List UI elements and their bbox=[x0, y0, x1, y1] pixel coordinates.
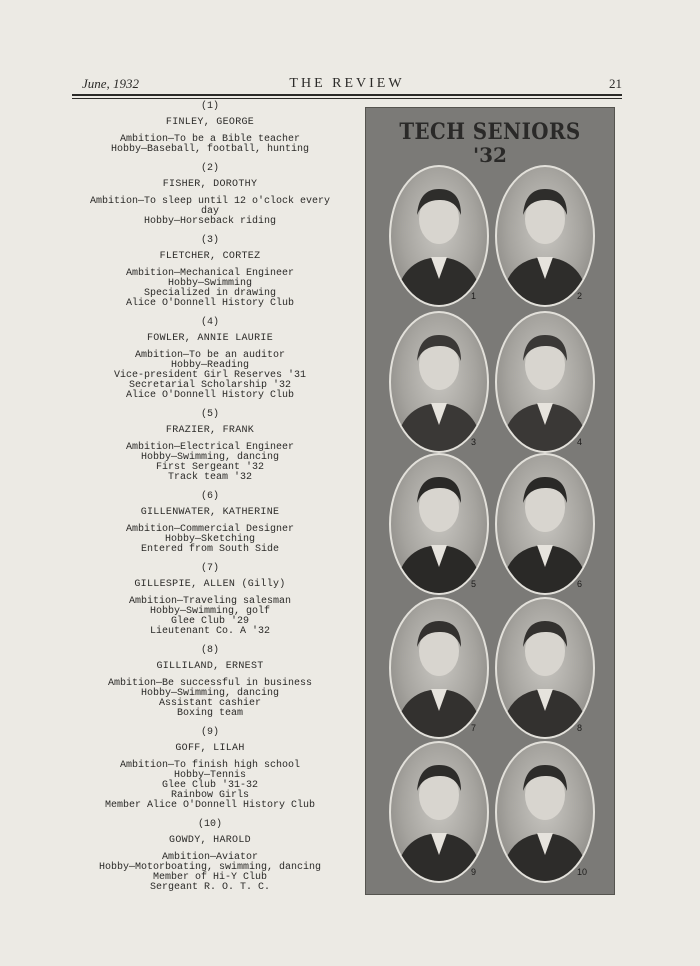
entry-detail-line: Member Alice O'Donnell History Club bbox=[104, 800, 316, 811]
entry-detail-line: Ambition—Traveling salesman bbox=[128, 596, 292, 607]
senior-name: FINLEY, GEORGE bbox=[165, 117, 255, 128]
portrait-number: 3 bbox=[471, 437, 477, 447]
entry-detail-line: Track team '32 bbox=[167, 472, 252, 483]
senior-entries-column bbox=[80, 102, 340, 902]
senior-portrait bbox=[495, 453, 595, 595]
portrait-number: 4 bbox=[577, 437, 583, 447]
portrait-number: 6 bbox=[577, 579, 583, 589]
senior-portrait bbox=[389, 165, 489, 307]
senior-entry bbox=[80, 492, 340, 555]
entry-detail-line: Boxing team bbox=[176, 708, 243, 719]
senior-portrait bbox=[389, 311, 489, 453]
entry-detail-line: Vice-president Girl Reserves '31 bbox=[113, 370, 307, 381]
entry-detail-line: Sergeant R. O. T. C. bbox=[149, 882, 271, 893]
entry-number: (1) bbox=[200, 101, 219, 112]
senior-name: GOFF, LILAH bbox=[175, 743, 245, 754]
entry-detail-line: Ambition—Mechanical Engineer bbox=[125, 268, 295, 279]
portrait-number: 8 bbox=[577, 723, 583, 733]
senior-entry bbox=[80, 318, 340, 401]
entry-detail-line: Entered from South Side bbox=[140, 544, 280, 555]
senior-portrait bbox=[495, 741, 595, 883]
entry-detail-line: Glee Club '31-32 bbox=[161, 780, 258, 791]
entry-detail-line: Hobby—Sketching bbox=[164, 534, 255, 545]
entry-detail-line: Alice O'Donnell History Club bbox=[125, 390, 295, 401]
senior-name: GILLENWATER, KATHERINE bbox=[140, 507, 280, 518]
tech-seniors-photo-panel bbox=[365, 107, 615, 895]
portrait-number: 7 bbox=[471, 723, 477, 733]
entry-number: (8) bbox=[200, 645, 219, 656]
entry-detail-line: Ambition—To sleep until 12 o'clock every day bbox=[89, 196, 331, 217]
panel-title: TECH SENIORS bbox=[399, 119, 581, 145]
entry-detail-line: Hobby—Swimming, dancing bbox=[140, 688, 280, 699]
entry-number: (4) bbox=[200, 317, 219, 328]
senior-portrait bbox=[389, 597, 489, 739]
entry-detail-line: Hobby—Baseball, football, hunting bbox=[110, 144, 310, 155]
senior-name: FLETCHER, CORTEZ bbox=[159, 251, 261, 262]
senior-name: FOWLER, ANNIE LAURIE bbox=[146, 333, 274, 344]
entry-number: (10) bbox=[197, 819, 222, 830]
entry-detail-line: Ambition—To be an auditor bbox=[134, 350, 286, 361]
page-number: 21 bbox=[609, 76, 622, 91]
entry-detail-line: Assistant cashier bbox=[158, 698, 262, 709]
senior-portrait bbox=[495, 311, 595, 453]
entry-detail-line: Hobby—Horseback riding bbox=[143, 216, 277, 227]
entry-number: (7) bbox=[200, 563, 219, 574]
portrait-number: 2 bbox=[577, 291, 583, 301]
panel-year: '32 bbox=[473, 143, 507, 167]
publication-title: THE REVIEW bbox=[289, 76, 405, 91]
entry-detail-line: Alice O'Donnell History Club bbox=[125, 298, 295, 309]
senior-entry bbox=[80, 646, 340, 719]
entry-detail-line: Ambition—Be successful in business bbox=[107, 678, 313, 689]
portrait-number: 9 bbox=[471, 867, 477, 877]
entry-number: (2) bbox=[200, 163, 219, 174]
entry-number: (3) bbox=[200, 235, 219, 246]
entry-number: (5) bbox=[200, 409, 219, 420]
entry-detail-line: Rainbow Girls bbox=[170, 790, 249, 801]
entry-detail-line: First Sergeant '32 bbox=[155, 462, 265, 473]
senior-name: GOWDY, HAROLD bbox=[169, 835, 251, 846]
entry-detail-line: Secretarial Scholarship '32 bbox=[128, 380, 292, 391]
senior-portrait bbox=[389, 741, 489, 883]
senior-entry bbox=[80, 102, 340, 155]
portrait-number: 1 bbox=[471, 291, 477, 301]
entry-detail-line: Hobby—Swimming bbox=[167, 278, 252, 289]
portrait-number: 5 bbox=[471, 579, 477, 589]
senior-entry bbox=[80, 236, 340, 309]
senior-entry bbox=[80, 410, 340, 483]
senior-name: GILLESPIE, ALLEN (Gilly) bbox=[134, 579, 286, 590]
header-rule-thin bbox=[72, 98, 622, 99]
senior-portrait bbox=[389, 453, 489, 595]
entry-detail-line: Hobby—Motorboating, swimming, dancing bbox=[98, 862, 322, 873]
senior-name: GILLILAND, ERNEST bbox=[156, 661, 264, 672]
entry-detail-line: Member of Hi-Y Club bbox=[152, 872, 268, 883]
senior-entry bbox=[80, 564, 340, 637]
entry-detail-line: Ambition—Electrical Engineer bbox=[125, 442, 295, 453]
senior-entry bbox=[80, 164, 340, 227]
entry-detail-line: Specialized in drawing bbox=[143, 288, 277, 299]
senior-portrait bbox=[495, 165, 595, 307]
entry-number: (6) bbox=[200, 491, 219, 502]
entry-detail-line: Hobby—Reading bbox=[170, 360, 249, 371]
entry-detail-line: Ambition—To be a Bible teacher bbox=[119, 134, 301, 145]
entry-detail-line: Ambition—Aviator bbox=[161, 852, 258, 863]
entry-detail-line: Hobby—Tennis bbox=[173, 770, 246, 781]
entry-detail-line: Hobby—Swimming, dancing bbox=[140, 452, 280, 463]
entry-detail-line: Hobby—Swimming, golf bbox=[149, 606, 271, 617]
issue-date: June, 1932 bbox=[82, 76, 140, 91]
entry-detail-line: Ambition—Commercial Designer bbox=[125, 524, 295, 535]
senior-name: FISHER, DOROTHY bbox=[162, 179, 258, 190]
entry-number: (9) bbox=[200, 727, 219, 738]
senior-entry bbox=[80, 728, 340, 811]
senior-name: FRAZIER, FRANK bbox=[165, 425, 255, 436]
page-header bbox=[72, 76, 622, 94]
portrait-number: 10 bbox=[577, 867, 588, 877]
header-rule-thick bbox=[72, 94, 622, 96]
senior-entry bbox=[80, 820, 340, 893]
entry-detail-line: Lieutenant Co. A '32 bbox=[149, 626, 271, 637]
entry-detail-line: Glee Club '29 bbox=[170, 616, 249, 627]
senior-portrait bbox=[495, 597, 595, 739]
entry-detail-line: Ambition—To finish high school bbox=[119, 760, 301, 771]
